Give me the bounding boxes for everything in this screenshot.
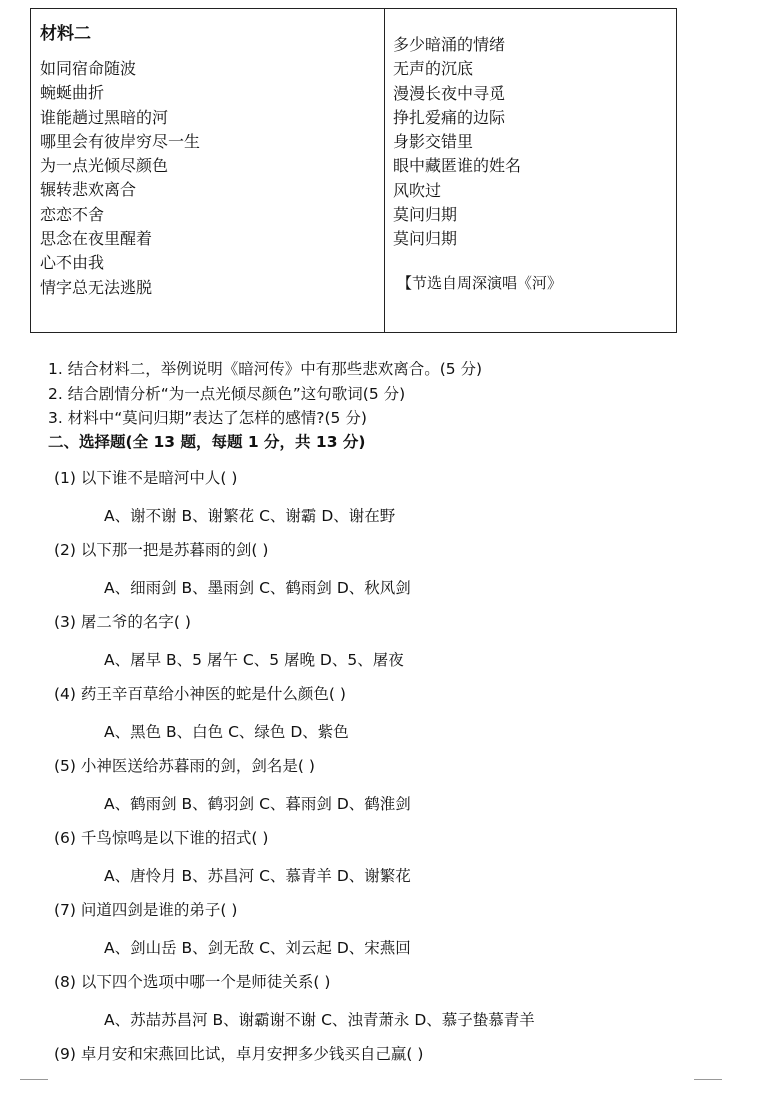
short-question: 1. 结合材料二，举例说明《暗河传》中有那些悲欢离合。(5 分) (48, 360, 483, 378)
lyric-line: 为一点光倾尽颜色 (40, 156, 169, 176)
lyric-line: 如同宿命随波 (40, 59, 137, 78)
mc-item (54, 970, 535, 1042)
mc-question: (3) 屠二爷的名字( ) (54, 613, 191, 631)
mc-options: A、谢不谢 B、谢繁花 C、谢霸 D、谢在野 (104, 507, 396, 525)
short-question: 3. 材料中“莫问归期”表达了怎样的感情?(5 分) (48, 409, 367, 427)
mc-item (54, 610, 535, 682)
mc-item (54, 538, 535, 610)
lyrics-right-column (393, 33, 562, 295)
mc-item (54, 754, 535, 826)
lyric-line: 恋恋不舍 (40, 204, 105, 224)
mc-options: A、鹤雨剑 B、鹤羽剑 C、暮雨剑 D、鹤淮剑 (104, 795, 411, 813)
mc-question: (6) 千鸟惊鸣是以下谁的招式( ) (54, 829, 269, 847)
lyric-line: 多少暗涌的情绪 (393, 35, 506, 54)
lyric-line: 情字总无法逃脱 (40, 277, 153, 297)
lyrics-left-column (40, 21, 200, 300)
material-two-box (30, 8, 677, 333)
mc-options: A、苏喆苏昌河 B、谢霸谢不谢 C、浊青萧永 D、慕子蛰慕青羊 (104, 1011, 535, 1029)
mc-question: (7) 问道四剑是谁的弟子( ) (54, 901, 238, 919)
mc-question: (4) 药王辛百草给小神医的蛇是什么颜色( ) (54, 685, 346, 703)
lyrics-source: 【节选自周深演唱《河》 (397, 273, 563, 292)
mc-question: (5) 小神医送给苏暮雨的剑，剑名是( ) (54, 757, 315, 775)
short-answer-questions (48, 357, 482, 431)
mc-item (54, 682, 535, 754)
mc-item (54, 466, 535, 538)
lyric-line: 莫问归期 (393, 229, 458, 249)
mc-options: A、屠早 B、5 屠午 C、5 屠晚 D、5、屠夜 (104, 651, 404, 669)
material-title: 材料二 (40, 24, 91, 44)
mc-item (54, 898, 535, 970)
mc-question: (8) 以下四个选项中哪一个是师徒关系( ) (54, 973, 331, 991)
lyric-line: 哪里会有彼岸穷尽一生 (40, 131, 201, 151)
lyric-line: 蜿蜒曲折 (40, 83, 105, 103)
mc-question: (9) 卓月安和宋燕回比试，卓月安押多少钱买自己赢( ) (54, 1045, 424, 1063)
lyric-line: 思念在夜里醒着 (40, 229, 153, 249)
lyric-line: 漫漫长夜中寻觅 (393, 83, 506, 103)
mc-options: A、剑山岳 B、剑无敌 C、刘云起 D、宋燕回 (104, 939, 411, 957)
lyric-line: 心不由我 (40, 253, 105, 273)
lyric-line: 眼中藏匿谁的姓名 (393, 156, 522, 176)
lyric-line: 挣扎爱痛的边际 (393, 107, 506, 127)
mc-question: (2) 以下那一把是苏暮雨的剑( ) (54, 541, 269, 559)
mc-options: A、黑色 B、白色 C、绿色 D、紫色 (104, 723, 349, 741)
mc-options: A、细雨剑 B、墨雨剑 C、鹤雨剑 D、秋风剑 (104, 579, 411, 597)
multiple-choice-list (54, 466, 535, 1114)
mc-options: A、唐怜月 B、苏昌河 C、慕青羊 D、谢繁花 (104, 867, 411, 885)
lyric-line: 辗转悲欢离合 (40, 180, 137, 200)
lyric-line: 身影交错里 (393, 132, 474, 152)
lyric-line: 风吹过 (393, 180, 442, 200)
section-two-heading: 二、选择题(全 13 题，每题 1 分，共 13 分) (48, 433, 366, 451)
column-divider (384, 9, 385, 332)
lyric-line: 莫问归期 (393, 205, 458, 225)
mc-question: (1) 以下谁不是暗河中人( ) (54, 469, 238, 487)
short-question: 2. 结合剧情分析“为一点光倾尽颜色”这句歌词(5 分) (48, 384, 406, 403)
lyric-line: 谁能趟过黑暗的河 (40, 107, 169, 127)
lyric-line: 无声的沉底 (393, 59, 474, 79)
mc-item (54, 826, 535, 898)
mc-item (54, 1042, 535, 1114)
